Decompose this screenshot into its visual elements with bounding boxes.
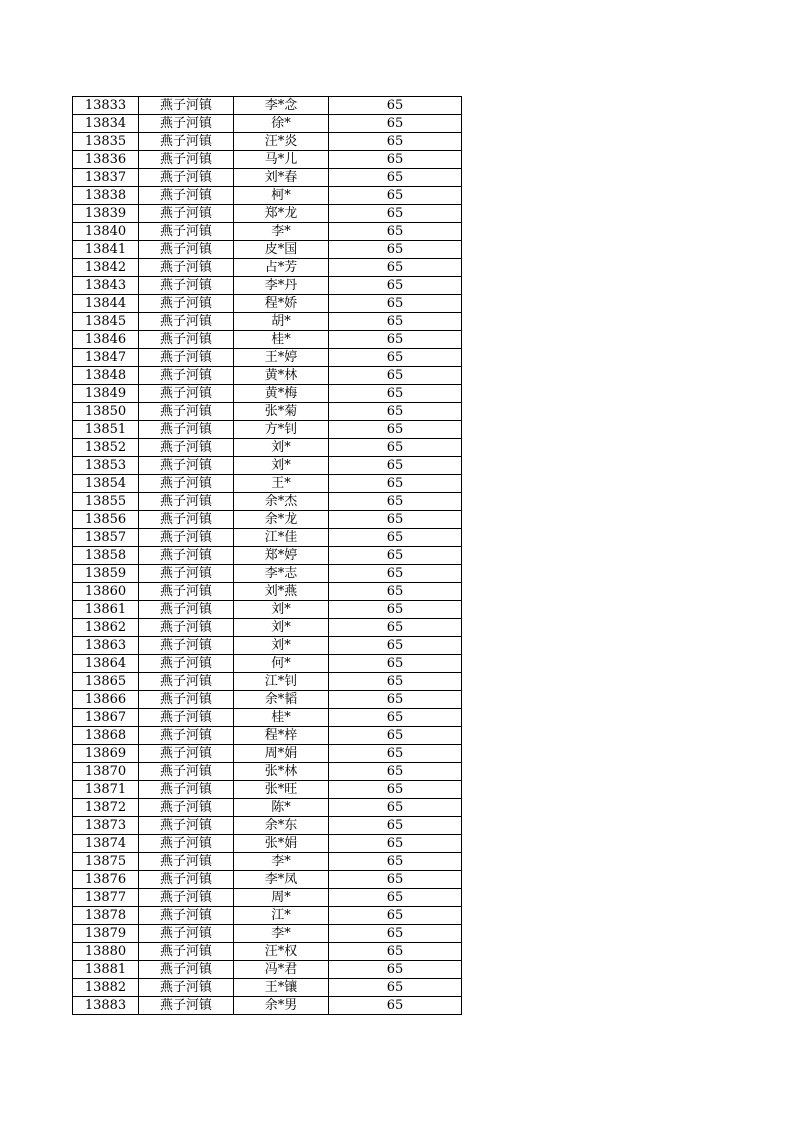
- name-cell: 李*志: [234, 565, 329, 583]
- table-row: [73, 943, 462, 961]
- row-number-cell: 13843: [73, 277, 139, 295]
- row-number-cell: 13836: [73, 151, 139, 169]
- name-cell: 周*娟: [234, 745, 329, 763]
- town-cell: 燕子河镇: [139, 97, 234, 115]
- row-number-cell: 13838: [73, 187, 139, 205]
- table-row: [73, 439, 462, 457]
- amount-cell: 65: [329, 781, 462, 799]
- amount-cell: 65: [329, 601, 462, 619]
- town-cell: 燕子河镇: [139, 781, 234, 799]
- amount-cell: 65: [329, 889, 462, 907]
- row-number-cell: 13877: [73, 889, 139, 907]
- row-number-cell: 13860: [73, 583, 139, 601]
- amount-cell: 65: [329, 151, 462, 169]
- table-row: [73, 673, 462, 691]
- amount-cell: 65: [329, 799, 462, 817]
- name-cell: 王*婷: [234, 349, 329, 367]
- name-cell: 刘*: [234, 457, 329, 475]
- row-number-cell: 13867: [73, 709, 139, 727]
- town-cell: 燕子河镇: [139, 133, 234, 151]
- name-cell: 皮*国: [234, 241, 329, 259]
- name-cell: 桂*: [234, 709, 329, 727]
- amount-cell: 65: [329, 133, 462, 151]
- row-number-cell: 13833: [73, 97, 139, 115]
- table-row: [73, 745, 462, 763]
- row-number-cell: 13878: [73, 907, 139, 925]
- row-number-cell: 13841: [73, 241, 139, 259]
- name-cell: 占*芳: [234, 259, 329, 277]
- row-number-cell: 13873: [73, 817, 139, 835]
- name-cell: 方*钊: [234, 421, 329, 439]
- table-row: [73, 997, 462, 1015]
- table-row: [73, 799, 462, 817]
- amount-cell: 65: [329, 745, 462, 763]
- amount-cell: 65: [329, 205, 462, 223]
- town-cell: 燕子河镇: [139, 421, 234, 439]
- name-cell: 汪*炎: [234, 133, 329, 151]
- amount-cell: 65: [329, 367, 462, 385]
- town-cell: 燕子河镇: [139, 817, 234, 835]
- town-cell: 燕子河镇: [139, 601, 234, 619]
- table-row: [73, 349, 462, 367]
- name-cell: 李*: [234, 925, 329, 943]
- amount-cell: 65: [329, 97, 462, 115]
- town-cell: 燕子河镇: [139, 547, 234, 565]
- row-number-cell: 13855: [73, 493, 139, 511]
- town-cell: 燕子河镇: [139, 115, 234, 133]
- name-cell: 王*: [234, 475, 329, 493]
- name-cell: 刘*燕: [234, 583, 329, 601]
- table-row: [73, 151, 462, 169]
- row-number-cell: 13866: [73, 691, 139, 709]
- amount-cell: 65: [329, 313, 462, 331]
- table-row: [73, 187, 462, 205]
- amount-cell: 65: [329, 655, 462, 673]
- row-number-cell: 13875: [73, 853, 139, 871]
- row-number-cell: 13882: [73, 979, 139, 997]
- amount-cell: 65: [329, 817, 462, 835]
- town-cell: 燕子河镇: [139, 187, 234, 205]
- table-row: [73, 511, 462, 529]
- data-table: [72, 96, 462, 1015]
- name-cell: 郑*龙: [234, 205, 329, 223]
- name-cell: 张*林: [234, 763, 329, 781]
- amount-cell: 65: [329, 511, 462, 529]
- table-row: [73, 259, 462, 277]
- name-cell: 程*梓: [234, 727, 329, 745]
- name-cell: 张*菊: [234, 403, 329, 421]
- table-row: [73, 331, 462, 349]
- name-cell: 汪*权: [234, 943, 329, 961]
- row-number-cell: 13834: [73, 115, 139, 133]
- name-cell: 江*佳: [234, 529, 329, 547]
- row-number-cell: 13842: [73, 259, 139, 277]
- amount-cell: 65: [329, 115, 462, 133]
- name-cell: 程*娇: [234, 295, 329, 313]
- row-number-cell: 13871: [73, 781, 139, 799]
- name-cell: 冯*君: [234, 961, 329, 979]
- name-cell: 余*龙: [234, 511, 329, 529]
- table-row: [73, 565, 462, 583]
- name-cell: 陈*: [234, 799, 329, 817]
- name-cell: 余*东: [234, 817, 329, 835]
- town-cell: 燕子河镇: [139, 655, 234, 673]
- town-cell: 燕子河镇: [139, 511, 234, 529]
- table-row: [73, 421, 462, 439]
- table-row: [73, 889, 462, 907]
- name-cell: 刘*春: [234, 169, 329, 187]
- table-row: [73, 637, 462, 655]
- row-number-cell: 13849: [73, 385, 139, 403]
- town-cell: 燕子河镇: [139, 799, 234, 817]
- amount-cell: 65: [329, 763, 462, 781]
- amount-cell: 65: [329, 727, 462, 745]
- row-number-cell: 13840: [73, 223, 139, 241]
- table-row: [73, 655, 462, 673]
- table-row: [73, 979, 462, 997]
- name-cell: 郑*婷: [234, 547, 329, 565]
- table-row: [73, 457, 462, 475]
- row-number-cell: 13857: [73, 529, 139, 547]
- table-row: [73, 709, 462, 727]
- name-cell: 徐*: [234, 115, 329, 133]
- town-cell: 燕子河镇: [139, 313, 234, 331]
- town-cell: 燕子河镇: [139, 403, 234, 421]
- town-cell: 燕子河镇: [139, 367, 234, 385]
- row-number-cell: 13879: [73, 925, 139, 943]
- town-cell: 燕子河镇: [139, 709, 234, 727]
- town-cell: 燕子河镇: [139, 295, 234, 313]
- row-number-cell: 13874: [73, 835, 139, 853]
- town-cell: 燕子河镇: [139, 205, 234, 223]
- row-number-cell: 13870: [73, 763, 139, 781]
- town-cell: 燕子河镇: [139, 637, 234, 655]
- table-row: [73, 403, 462, 421]
- table-row: [73, 241, 462, 259]
- amount-cell: 65: [329, 979, 462, 997]
- name-cell: 刘*: [234, 601, 329, 619]
- town-cell: 燕子河镇: [139, 835, 234, 853]
- table-row: [73, 493, 462, 511]
- row-number-cell: 13865: [73, 673, 139, 691]
- town-cell: 燕子河镇: [139, 493, 234, 511]
- amount-cell: 65: [329, 871, 462, 889]
- name-cell: 江*钊: [234, 673, 329, 691]
- row-number-cell: 13847: [73, 349, 139, 367]
- name-cell: 刘*: [234, 637, 329, 655]
- name-cell: 刘*: [234, 439, 329, 457]
- amount-cell: 65: [329, 961, 462, 979]
- town-cell: 燕子河镇: [139, 385, 234, 403]
- town-cell: 燕子河镇: [139, 997, 234, 1015]
- town-cell: 燕子河镇: [139, 871, 234, 889]
- amount-cell: 65: [329, 493, 462, 511]
- table-row: [73, 583, 462, 601]
- town-cell: 燕子河镇: [139, 169, 234, 187]
- name-cell: 江*: [234, 907, 329, 925]
- row-number-cell: 13862: [73, 619, 139, 637]
- town-cell: 燕子河镇: [139, 475, 234, 493]
- table-row: [73, 853, 462, 871]
- table-row: [73, 835, 462, 853]
- table-row: [73, 871, 462, 889]
- amount-cell: 65: [329, 853, 462, 871]
- spreadsheet-page: [72, 96, 462, 1015]
- town-cell: 燕子河镇: [139, 565, 234, 583]
- town-cell: 燕子河镇: [139, 277, 234, 295]
- amount-cell: 65: [329, 223, 462, 241]
- table-row: [73, 547, 462, 565]
- row-number-cell: 13876: [73, 871, 139, 889]
- row-number-cell: 13861: [73, 601, 139, 619]
- name-cell: 余*杰: [234, 493, 329, 511]
- row-number-cell: 13864: [73, 655, 139, 673]
- table-row: [73, 295, 462, 313]
- name-cell: 李*: [234, 853, 329, 871]
- name-cell: 李*丹: [234, 277, 329, 295]
- town-cell: 燕子河镇: [139, 853, 234, 871]
- amount-cell: 65: [329, 565, 462, 583]
- name-cell: 余*男: [234, 997, 329, 1015]
- table-row: [73, 619, 462, 637]
- row-number-cell: 13848: [73, 367, 139, 385]
- row-number-cell: 13856: [73, 511, 139, 529]
- amount-cell: 65: [329, 439, 462, 457]
- town-cell: 燕子河镇: [139, 907, 234, 925]
- amount-cell: 65: [329, 169, 462, 187]
- table-row: [73, 763, 462, 781]
- name-cell: 王*镶: [234, 979, 329, 997]
- name-cell: 马*儿: [234, 151, 329, 169]
- table-row: [73, 961, 462, 979]
- amount-cell: 65: [329, 349, 462, 367]
- table-row: [73, 97, 462, 115]
- table-row: [73, 367, 462, 385]
- town-cell: 燕子河镇: [139, 727, 234, 745]
- table-row: [73, 529, 462, 547]
- amount-cell: 65: [329, 619, 462, 637]
- town-cell: 燕子河镇: [139, 673, 234, 691]
- town-cell: 燕子河镇: [139, 745, 234, 763]
- town-cell: 燕子河镇: [139, 151, 234, 169]
- town-cell: 燕子河镇: [139, 349, 234, 367]
- name-cell: 胡*: [234, 313, 329, 331]
- table-row: [73, 169, 462, 187]
- town-cell: 燕子河镇: [139, 961, 234, 979]
- row-number-cell: 13859: [73, 565, 139, 583]
- amount-cell: 65: [329, 457, 462, 475]
- name-cell: 余*韬: [234, 691, 329, 709]
- amount-cell: 65: [329, 475, 462, 493]
- table-body: [73, 97, 462, 1015]
- amount-cell: 65: [329, 259, 462, 277]
- amount-cell: 65: [329, 691, 462, 709]
- amount-cell: 65: [329, 331, 462, 349]
- row-number-cell: 13863: [73, 637, 139, 655]
- name-cell: 张*旺: [234, 781, 329, 799]
- table-row: [73, 205, 462, 223]
- table-row: [73, 907, 462, 925]
- row-number-cell: 13844: [73, 295, 139, 313]
- amount-cell: 65: [329, 187, 462, 205]
- row-number-cell: 13881: [73, 961, 139, 979]
- row-number-cell: 13858: [73, 547, 139, 565]
- amount-cell: 65: [329, 529, 462, 547]
- town-cell: 燕子河镇: [139, 889, 234, 907]
- name-cell: 黄*梅: [234, 385, 329, 403]
- name-cell: 张*娟: [234, 835, 329, 853]
- row-number-cell: 13852: [73, 439, 139, 457]
- table-row: [73, 277, 462, 295]
- table-row: [73, 727, 462, 745]
- name-cell: 李*念: [234, 97, 329, 115]
- row-number-cell: 13872: [73, 799, 139, 817]
- table-row: [73, 133, 462, 151]
- town-cell: 燕子河镇: [139, 529, 234, 547]
- town-cell: 燕子河镇: [139, 943, 234, 961]
- town-cell: 燕子河镇: [139, 259, 234, 277]
- table-row: [73, 475, 462, 493]
- row-number-cell: 13846: [73, 331, 139, 349]
- town-cell: 燕子河镇: [139, 241, 234, 259]
- table-row: [73, 223, 462, 241]
- row-number-cell: 13869: [73, 745, 139, 763]
- row-number-cell: 13839: [73, 205, 139, 223]
- amount-cell: 65: [329, 421, 462, 439]
- table-row: [73, 115, 462, 133]
- row-number-cell: 13837: [73, 169, 139, 187]
- amount-cell: 65: [329, 637, 462, 655]
- row-number-cell: 13868: [73, 727, 139, 745]
- town-cell: 燕子河镇: [139, 223, 234, 241]
- table-row: [73, 781, 462, 799]
- name-cell: 柯*: [234, 187, 329, 205]
- name-cell: 桂*: [234, 331, 329, 349]
- town-cell: 燕子河镇: [139, 439, 234, 457]
- amount-cell: 65: [329, 997, 462, 1015]
- name-cell: 周*: [234, 889, 329, 907]
- town-cell: 燕子河镇: [139, 763, 234, 781]
- table-row: [73, 385, 462, 403]
- amount-cell: 65: [329, 673, 462, 691]
- table-row: [73, 817, 462, 835]
- town-cell: 燕子河镇: [139, 691, 234, 709]
- name-cell: 李*: [234, 223, 329, 241]
- name-cell: 何*: [234, 655, 329, 673]
- amount-cell: 65: [329, 925, 462, 943]
- amount-cell: 65: [329, 583, 462, 601]
- name-cell: 黄*林: [234, 367, 329, 385]
- town-cell: 燕子河镇: [139, 619, 234, 637]
- town-cell: 燕子河镇: [139, 583, 234, 601]
- amount-cell: 65: [329, 943, 462, 961]
- row-number-cell: 13853: [73, 457, 139, 475]
- amount-cell: 65: [329, 403, 462, 421]
- amount-cell: 65: [329, 277, 462, 295]
- row-number-cell: 13845: [73, 313, 139, 331]
- table-row: [73, 601, 462, 619]
- amount-cell: 65: [329, 835, 462, 853]
- town-cell: 燕子河镇: [139, 925, 234, 943]
- row-number-cell: 13835: [73, 133, 139, 151]
- row-number-cell: 13854: [73, 475, 139, 493]
- row-number-cell: 13850: [73, 403, 139, 421]
- row-number-cell: 13851: [73, 421, 139, 439]
- name-cell: 刘*: [234, 619, 329, 637]
- amount-cell: 65: [329, 709, 462, 727]
- table-row: [73, 925, 462, 943]
- amount-cell: 65: [329, 241, 462, 259]
- name-cell: 李*凤: [234, 871, 329, 889]
- town-cell: 燕子河镇: [139, 979, 234, 997]
- amount-cell: 65: [329, 547, 462, 565]
- town-cell: 燕子河镇: [139, 331, 234, 349]
- amount-cell: 65: [329, 295, 462, 313]
- town-cell: 燕子河镇: [139, 457, 234, 475]
- amount-cell: 65: [329, 385, 462, 403]
- row-number-cell: 13883: [73, 997, 139, 1015]
- amount-cell: 65: [329, 907, 462, 925]
- row-number-cell: 13880: [73, 943, 139, 961]
- table-row: [73, 691, 462, 709]
- table-row: [73, 313, 462, 331]
